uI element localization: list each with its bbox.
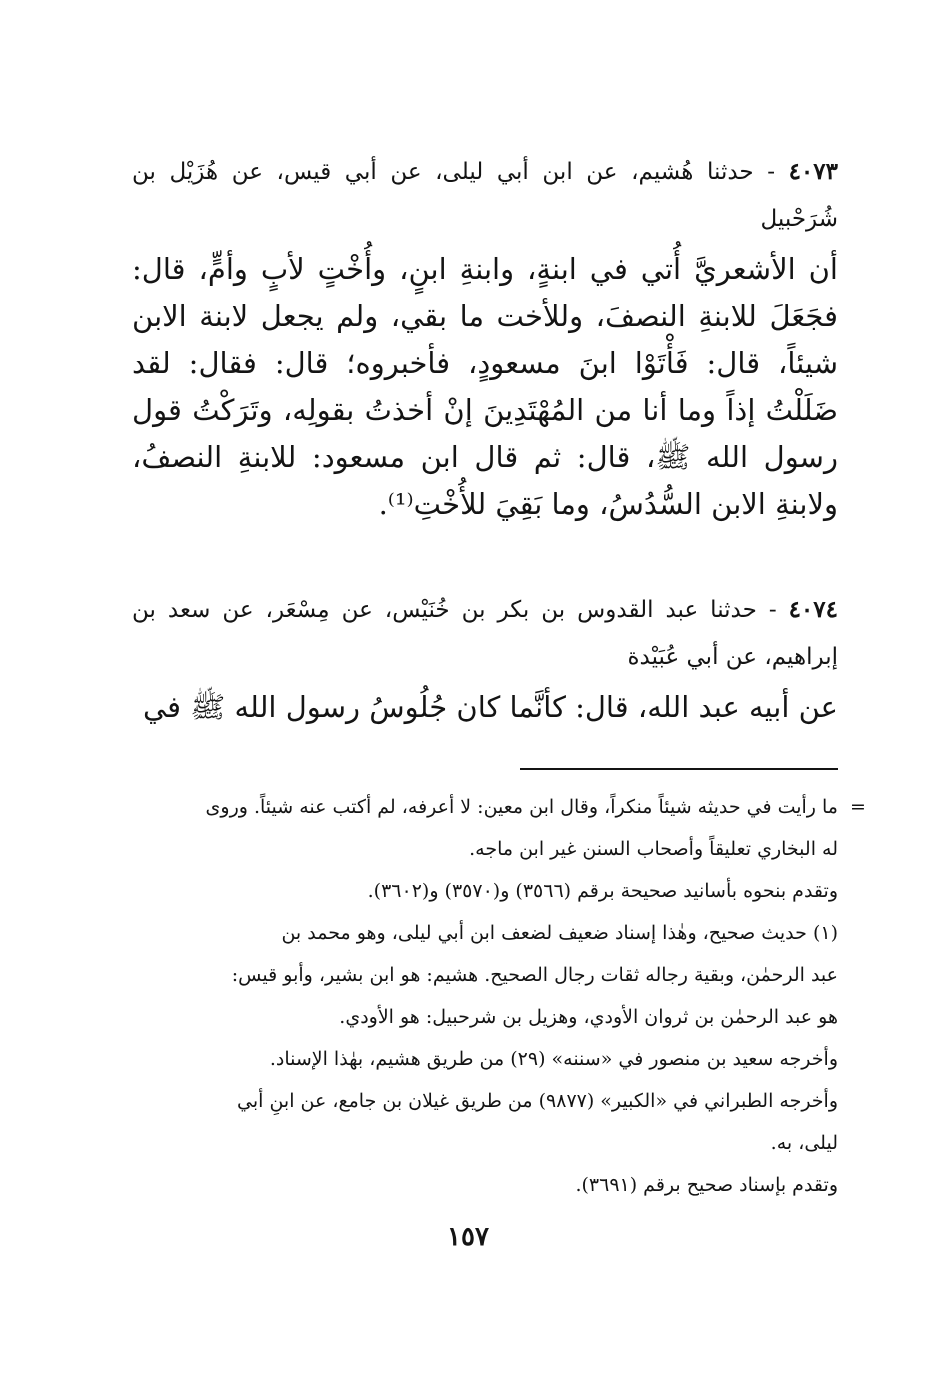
- footnote-line: وتقدم بنحوه بأسانيد صحيحة برقم (٣٥٦٦) و(٣٥٧٠) و(٣٦٠٢).: [367, 880, 838, 902]
- footnote-line: وأخرجه الطبراني في «الكبير» (٩٨٧٧) من طريق غيلان بن جامع، عن ابنِ أبي: [237, 1090, 838, 1112]
- hadith-4073-text: أن الأشعريَّ أُتي في ابنةٍ، وابنةِ ابنٍ، وأُخْتٍ لأبٍ وأمٍّ، قال: فجَعَلَ للابنةِ النصفَ، وللأخت ما بقي، ولم يجعل لابنة الابن شيئاً، قال: فَأْتَوْا ابنَ مسعودٍ، فأخبروه؛ قال: فقال: لقد ضَلَلْتُ إذاً وما أنا من المُهْتَدِينَ إنْ أخذتُ بقولِه، وتَرَكْتُ قول رسول الله ﷺ، قال: ثم قال ابن مسعود: للابنةِ النصفُ، ولابنةِ الابن السُّدُسُ، وما بَقِيَ للأُخْتِ⁽¹⁾.: [132, 252, 838, 521]
- hadith-4074-isnad: حدثنا عبد القدوس بن بكر بن خُنَيْس، عن مِسْعَر، عن سعد بن إبراهيم، عن أبي عُبَيْدة: [132, 597, 838, 670]
- footnote-line: هو عبد الرحمٰن بن ثروان الأودي، وهزيل بن شرحبيل: هو الأودي.: [339, 1006, 838, 1028]
- footnote-line: ليلى، به.: [770, 1132, 838, 1154]
- hadith-4073-chain: ٤٠٧٣ - حدثنا هُشيم، عن ابن أبي ليلى، عن أبي قيس، عن هُزَيْل بن شُرَحْبيل: [132, 158, 838, 232]
- hadith-4074-text: عن أبيه عبد الله، قال: كأنَّما كان جُلُوسُ رسول الله ﷺ في: [142, 690, 838, 724]
- footnote-line: وتقدم بإسناد صحيح برقم (٣٦٩١).: [575, 1174, 838, 1196]
- footnote-divider: [520, 768, 838, 770]
- hadith-4073-isnad: حدثنا هُشيم، عن ابن أبي ليلى، عن أبي قيس، عن هُزَيْل بن شُرَحْبيل: [132, 159, 838, 232]
- footnote-line: عبد الرحمٰن، وبقية رجاله ثقات رجال الصحيح. هشيم: هو ابن بشير، وأبو قيس:: [231, 964, 838, 986]
- footnote-line: وأخرجه سعيد بن منصور في «سننه» (٢٩) من طريق هشيم، بهٰذا الإسناد.: [269, 1048, 838, 1070]
- footnote-line: له البخاري تعليقاً وأصحاب السنن غير ابن ماجه.: [469, 838, 838, 860]
- hadith-4073-number: ٤٠٧٣: [788, 158, 838, 185]
- footnote-line: (١) حديث صحيح، وهٰذا إسناد ضعيف لضعف ابن أبي ليلى، وهو محمد بن: [281, 922, 838, 944]
- hadith-4074-chain: ٤٠٧٤ - حدثنا عبد القدوس بن بكر بن خُنَيْس، عن مِسْعَر، عن سعد بن إبراهيم، عن أبي عُبَيْدة: [132, 596, 838, 670]
- footnote-continuation-mark: =: [850, 796, 866, 818]
- footnote-line: ما رأيت في حديثه شيئاً منكراً، وقال ابن معين: لا أعرفه، لم أكتب عنه شيئاً. وروى: [205, 796, 838, 818]
- hadith-4074-number: ٤٠٧٤: [788, 596, 838, 623]
- page-number: ١٥٧: [447, 1222, 489, 1252]
